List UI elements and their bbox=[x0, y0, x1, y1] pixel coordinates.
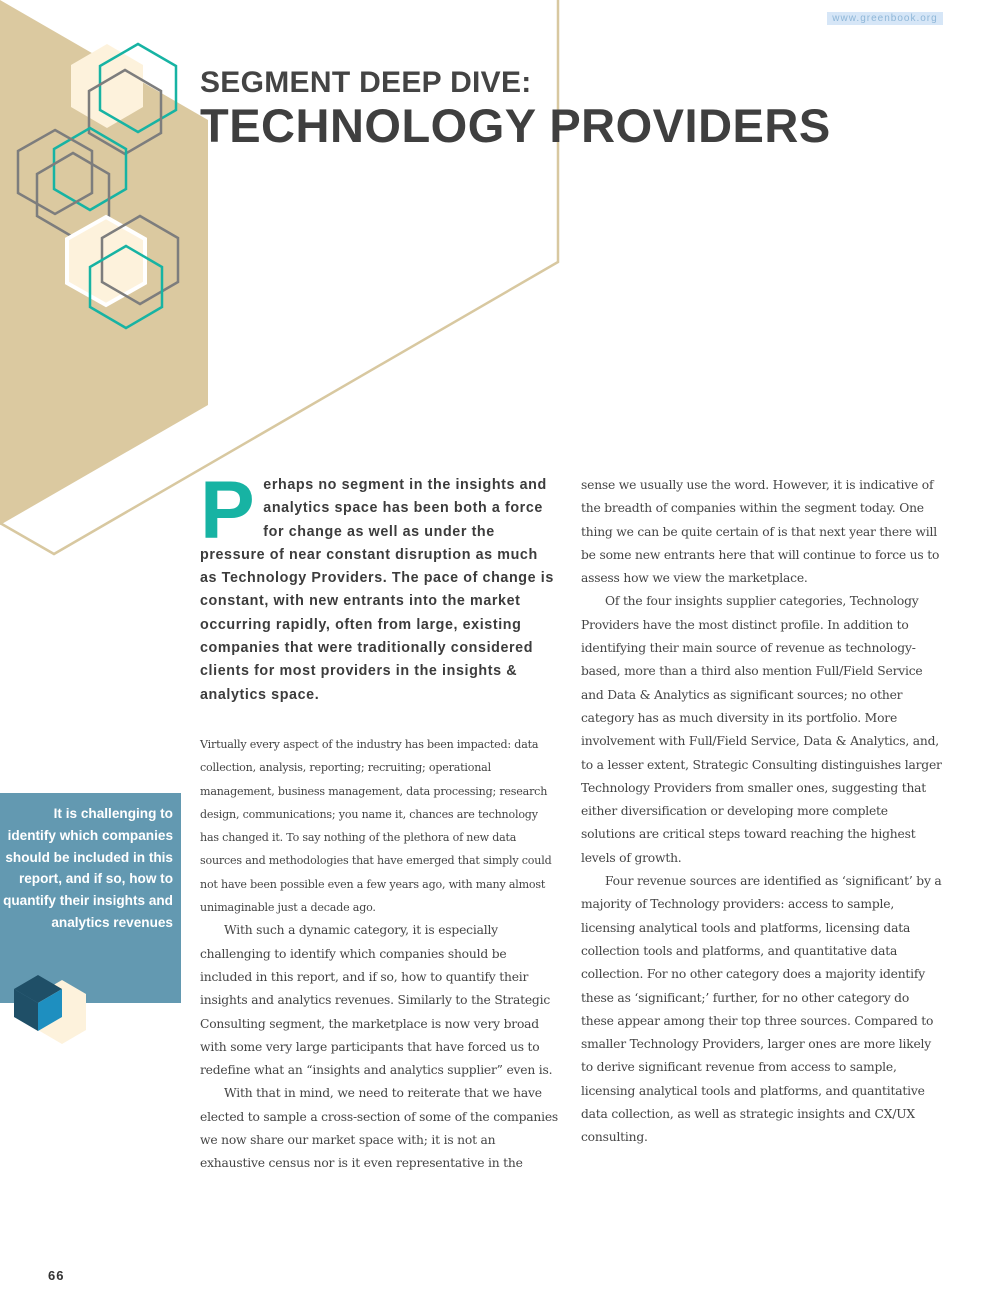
drop-cap: P bbox=[200, 465, 256, 556]
body-paragraph: Four revenue sources are identified as ‘significant’ by a majority of Technology providers: access to sample, licensing analytical tools and platforms, licensing data collection tools and platforms, and quantitative data collection. For no other category does a majority identify these as ‘significant;’ further, for no other category do these appear among their top three sources. Compared to smaller Technology Providers, larger ones are more likely to derive significant revenue from access to sample, licensing analytical tools and platforms, and quantitative data collection, as well as strategic insights and CX/UX consulting. bbox=[581, 874, 942, 1145]
body-paragraph: Of the four insights supplier categories, Technology Providers have the most distinct profile. In addition to identifying their main source of revenue as technology-based, more than a third also mention Full/Field Service and Data & Analytics as significant sources; no other category has as much diversity in its portfolio. More involvement with Full/Field Service, Data & Analytics, and, to a lesser extent, Strategic Consulting distinguishes larger Technology Providers from smaller ones, suggesting that either diversification or developing more complete solutions are critical steps toward reaching the highest levels of growth. bbox=[581, 594, 942, 865]
page-title: TECHNOLOGY PROVIDERS bbox=[200, 99, 831, 152]
section-kicker: SEGMENT DEEP DIVE: bbox=[200, 66, 532, 99]
site-url-link[interactable]: www.greenbook.org bbox=[827, 12, 943, 25]
lead-text: erhaps no segment in the insights and analytics space has been both a force for change as well as under the pressure of near constant disruption as much as Technology Providers. The pace of change is constant, with new entrants into the market occurring rapidly, often from large, existing companies that were traditionally considered clients for most providers in the insights & analytics space. bbox=[200, 477, 554, 703]
body-paragraph: With that in mind, we need to reiterate that we have elected to sample a cross-section of some of the companies we now share our market space with; it is not an exhaustive census nor is it even representative in the bbox=[200, 1086, 559, 1171]
article-column-right bbox=[581, 474, 943, 1150]
body-paragraph: Virtually every aspect of the industry has been impacted: data collection, analysis, reporting; recruiting; operational management, business management, data processing; research design, communications; you name it, chances are technology has changed it. To say nothing of the plethora of new data sources and methodologies that have emerged that simply could not have been possible even a few years ago, with many almost unimaginable just a decade ago. bbox=[200, 737, 552, 915]
page-number: 66 bbox=[48, 1268, 65, 1283]
body-paragraph: sense we usually use the word. However, it is indicative of the breadth of companies within the segment today. One thing we can be quite certain of is that next year there will be some new entrants here that will continue to force us to assess how we view the marketplace. bbox=[581, 478, 940, 586]
body-paragraph: With such a dynamic category, it is especially challenging to identify which companies should be included in this report, and if so, how to quantify their insights and analytics revenues. Similarly to the Strategic Consulting segment, the marketplace is now very broad with some very large participants that have forced us to redefine what an “insights and analytics supplier” even is. bbox=[200, 923, 553, 1078]
pull-quote: It is challenging to identify which companies should be included in this report, and if so, how to quantify their insights and analytics revenues bbox=[3, 806, 173, 930]
article-column-left bbox=[200, 465, 559, 1176]
lead-paragraph bbox=[200, 465, 558, 707]
